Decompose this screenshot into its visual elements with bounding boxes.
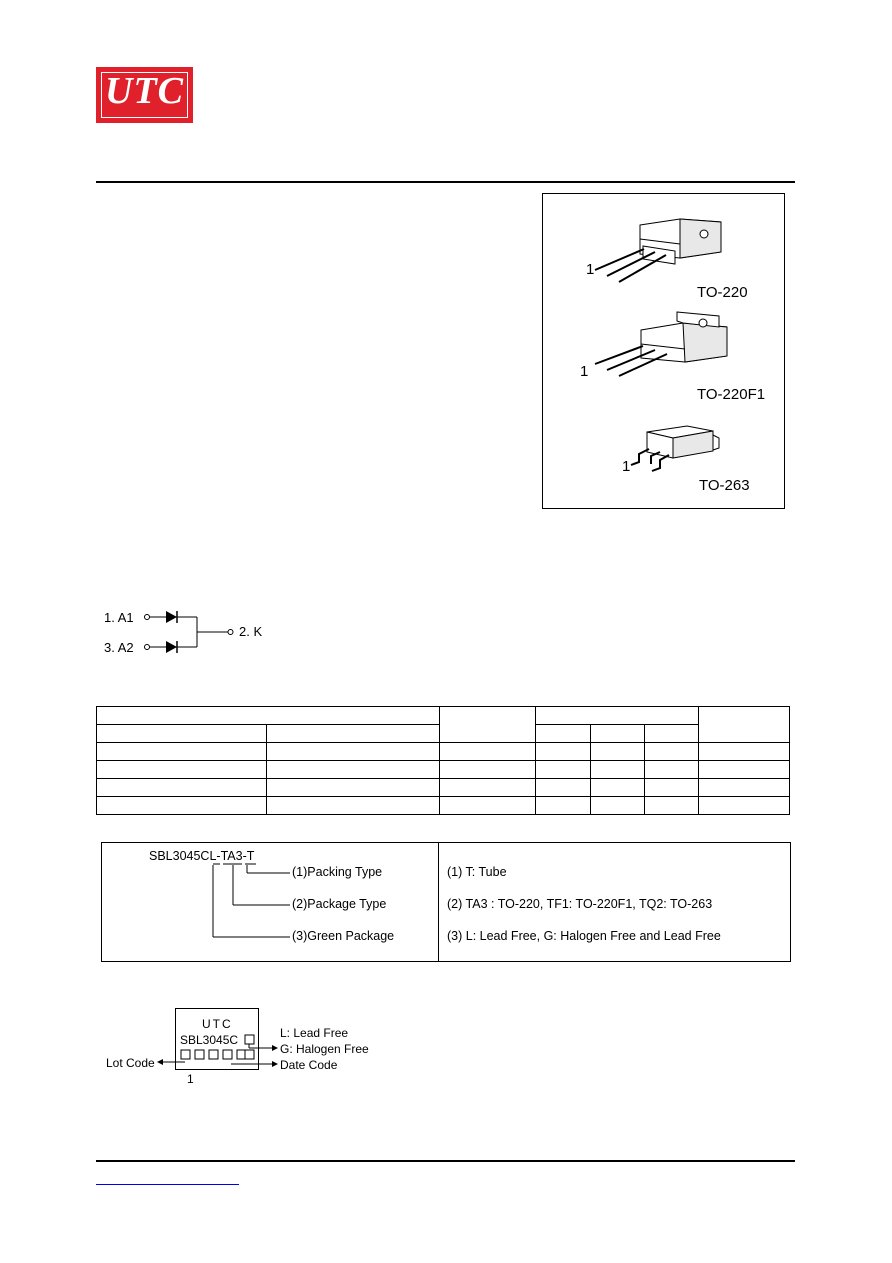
table-row — [97, 779, 790, 797]
table-header-cell — [645, 725, 699, 743]
to263-drawing — [631, 426, 719, 471]
package-drawings — [543, 194, 784, 508]
table-header-row — [97, 707, 790, 725]
to220f1-pin1-label: 1 — [580, 363, 589, 380]
table-header-cell — [536, 725, 591, 743]
table-row — [97, 743, 790, 761]
marking-pin1: 1 — [187, 1072, 194, 1086]
pin3-label: 3. A2 — [104, 640, 134, 655]
header-rule — [96, 181, 795, 183]
table-header-cell — [699, 707, 790, 743]
marking-halogen-free: G: Halogen Free — [280, 1042, 369, 1056]
code-box-divider — [438, 843, 439, 961]
pin1-label: 1. A1 — [104, 610, 134, 625]
to220-drawing — [595, 219, 721, 282]
to220f1-drawing — [595, 312, 727, 376]
ordering-info-table — [96, 706, 790, 815]
logo-text: UTC — [105, 70, 184, 112]
note-packing-type: (1) T: Tube — [447, 865, 507, 879]
ordering-code-box — [101, 842, 791, 962]
table-header-cell — [97, 725, 267, 743]
to263-label: TO-263 — [699, 477, 750, 494]
table-header-cell — [591, 725, 645, 743]
table-header-cell — [97, 707, 440, 725]
callout-package-type: (2)Package Type — [292, 897, 387, 911]
marking-lot-code: Lot Code — [106, 1056, 155, 1070]
part-number-code: SBL3045CL-TA3-T — [149, 849, 255, 863]
callout-green-package: (3)Green Package — [292, 929, 395, 943]
table-row — [97, 797, 790, 815]
footer-rule — [96, 1160, 795, 1162]
pin-schematic — [104, 606, 304, 658]
schematic-diagram — [104, 606, 304, 658]
table-row — [97, 761, 790, 779]
marking-line-part: SBL3045C — [180, 1033, 239, 1047]
to220-pin1-label: 1 — [586, 261, 595, 278]
marking-date-code: Date Code — [280, 1058, 338, 1072]
callout-packing-type: (1)Packing Type — [292, 865, 383, 879]
to220f1-label: TO-220F1 — [697, 386, 766, 403]
marking-line-utc: UTC — [202, 1017, 233, 1031]
utc-logo — [96, 67, 193, 123]
package-outline-box — [542, 193, 785, 509]
note-package-type: (2) TA3 : TO-220, TF1: TO-220F1, TQ2: TO-263 — [447, 897, 713, 911]
table-header-cell — [536, 707, 699, 725]
marking-lead-free: L: Lead Free — [280, 1026, 349, 1040]
note-green-package: (3) L: Lead Free, G: Halogen Free and Lead Free — [447, 929, 721, 943]
footer-website-link[interactable] — [96, 1172, 239, 1185]
pin2-label: 2. K — [239, 624, 263, 639]
table-header-cell — [267, 725, 440, 743]
to220-label: TO-220 — [697, 284, 748, 301]
table-header-cell — [440, 707, 536, 743]
to263-pin1-label: 1 — [622, 458, 631, 475]
marking-diagram — [104, 1006, 384, 1090]
